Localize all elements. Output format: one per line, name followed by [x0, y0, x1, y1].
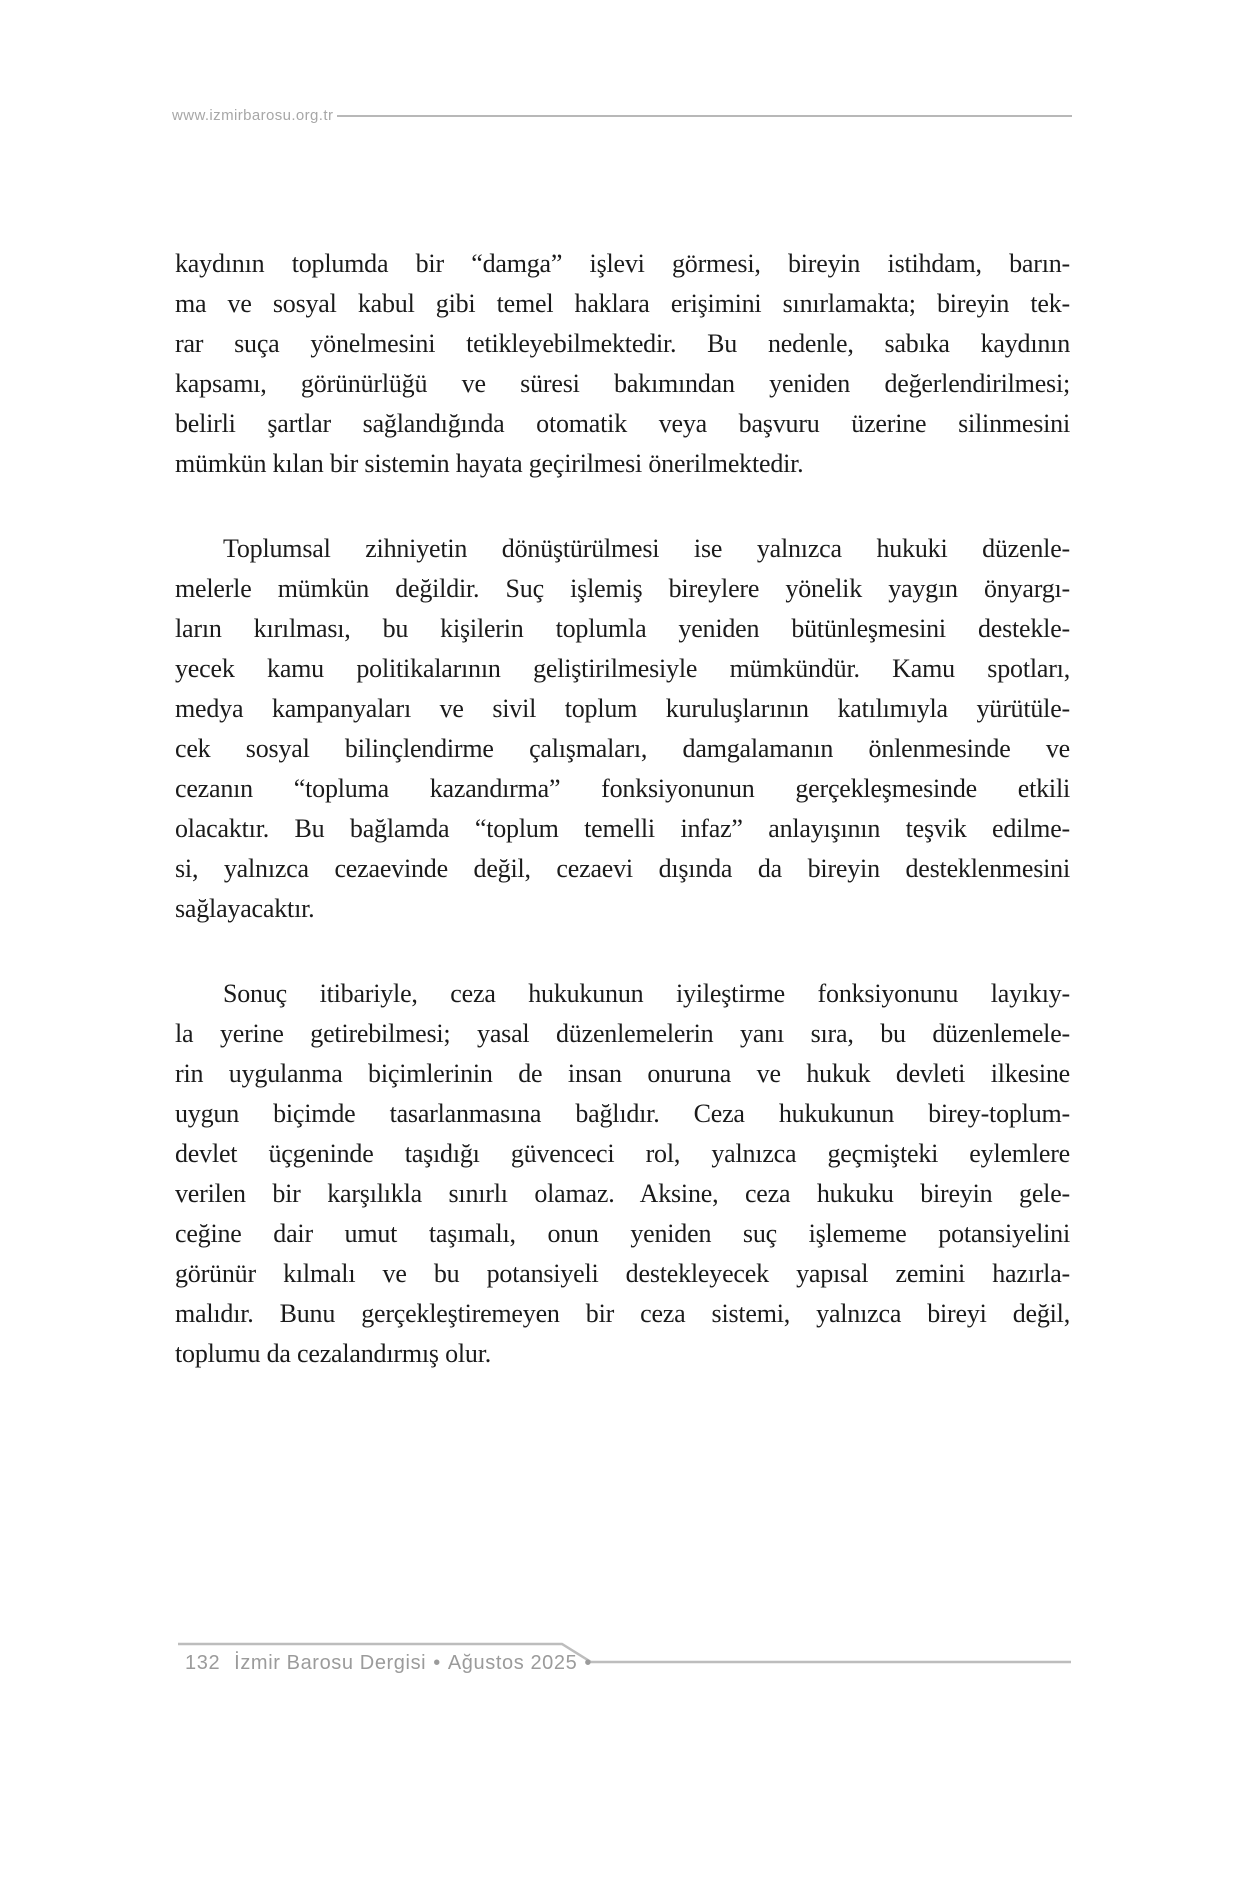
text-line: melerle mümkün değildir. Suç işlemiş bireylere yönelik yaygın önyargı- [175, 574, 1070, 603]
text-line: ceğine dair umut taşımalı, onun yeniden suç işlememe potansiyelini [175, 1219, 1070, 1248]
text-line: Sonuç itibariyle, ceza hukukunun iyileştirme fonksiyonunu layıkıy- [223, 979, 1070, 1008]
text-line: toplumu da cezalandırmış olur. [175, 1339, 492, 1368]
text-line: cek sosyal bilinçlendirme çalışmaları, damgalamanın önlenmesinde ve [175, 734, 1070, 763]
paragraph [175, 244, 1070, 484]
text-line: rin uygulanma biçimlerinin de insan onuruna ve hukuk devleti ilkesine [175, 1059, 1070, 1088]
text-line: görünür kılmalı ve bu potansiyeli destekleyecek yapısal zemini hazırla- [175, 1259, 1070, 1288]
text-line: kapsamı, görünürlüğü ve süresi bakımından yeniden değerlendirilmesi; [175, 369, 1070, 398]
text-line: verilen bir karşılıkla sınırlı olamaz. Aksine, ceza hukuku bireyin gele- [175, 1179, 1070, 1208]
text-line: cezanın “topluma kazandırma” fonksiyonunun gerçekleşmesinde etkili [175, 774, 1070, 803]
text-line: kaydının toplumda bir “damga” işlevi görmesi, bireyin istihdam, barın- [175, 249, 1070, 278]
text-line: ma ve sosyal kabul gibi temel haklara erişimini sınırlamakta; bireyin tek- [175, 289, 1070, 318]
text-line: devlet üçgeninde taşıdığı güvenceci rol, yalnızca geçmişteki eylemlere [175, 1139, 1070, 1168]
paragraph [175, 529, 1070, 929]
text-line: la yerine getirebilmesi; yasal düzenlemelerin yanı sıra, bu düzenlemele- [175, 1019, 1070, 1048]
page-footer [185, 1652, 599, 1675]
text-line: rar suça yönelmesini tetikleyebilmektedir. Bu nedenle, sabıka kaydının [175, 329, 1070, 358]
footer-bullet: • [433, 1652, 441, 1674]
text-line: olacaktır. Bu bağlamda “toplum temelli infaz” anlayışının teşvik edilme- [175, 814, 1070, 843]
text-line: Toplumsal zihniyetin dönüştürülmesi ise yalnızca hukuki düzenle- [223, 534, 1070, 563]
text-line: ların kırılması, bu kişilerin toplumla yeniden bütünleşmesini destekle- [175, 614, 1070, 643]
text-line: si, yalnızca cezaevinde değil, cezaevi dışında da bireyin desteklenmesini [175, 854, 1070, 883]
page-header [172, 100, 1072, 130]
article-body [175, 244, 1070, 1374]
footer-trailing-bullet: • [584, 1652, 592, 1674]
text-line: belirli şartlar sağlandığında otomatik veya başvuru üzerine silinmesini [175, 409, 1070, 438]
text-line: mümkün kılan bir sistemin hayata geçirilmesi önerilmektedir. [175, 449, 804, 478]
paragraph [175, 974, 1070, 1374]
text-line: uygun biçimde tasarlanmasına bağlıdır. Ceza hukukunun birey-toplum- [175, 1099, 1070, 1128]
header-rule-line [337, 115, 1072, 117]
text-line: sağlayacaktır. [175, 894, 315, 923]
text-line: yecek kamu politikalarının geliştirilmesiyle mümkündür. Kamu spotları, [175, 654, 1070, 683]
page-number: 132 [185, 1652, 221, 1674]
footer-issue-date: Ağustos 2025 [447, 1652, 578, 1674]
text-line: medya kampanyaları ve sivil toplum kuruluşlarının katılımıyla yürütüle- [175, 694, 1070, 723]
text-line: malıdır. Bunu gerçekleştiremeyen bir ceza sistemi, yalnızca bireyi değil, [175, 1299, 1070, 1328]
header-website-url: www.izmirbarosu.org.tr [172, 106, 334, 124]
footer-journal-title: İzmir Barosu Dergisi [234, 1652, 427, 1674]
